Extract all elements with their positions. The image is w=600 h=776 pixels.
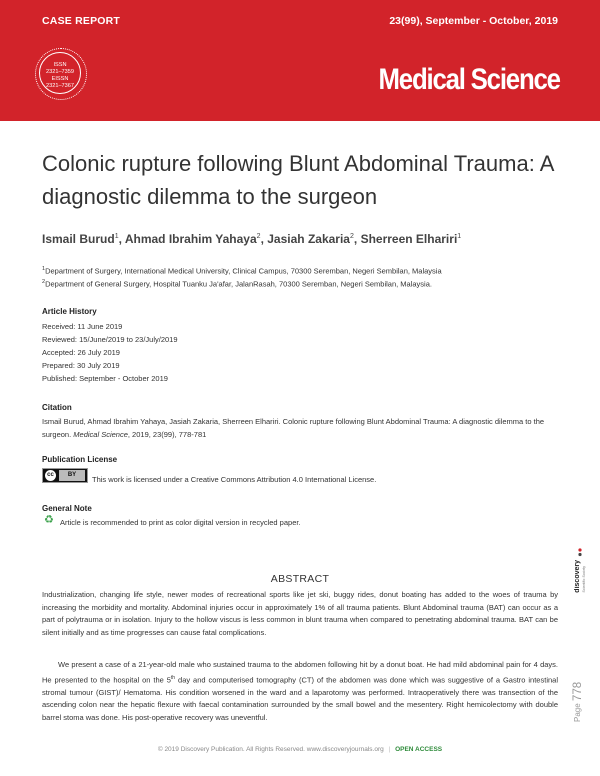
abstract-paragraph-2	[42, 659, 558, 724]
affiliation-1	[42, 266, 442, 276]
history-received: Received: 11 June 2019	[42, 322, 123, 331]
page-number-value: 778	[572, 681, 584, 702]
history-prepared: Prepared: 30 July 2019	[42, 361, 120, 370]
seal-line: 2321–7359	[46, 69, 74, 75]
abstract-text: We present a case of a 21-year-old male who sustained trauma to the abdomen following hit by a donut boat. He had mild abdominal pain for 4 days. He presented to the hospital on the 5	[42, 660, 558, 685]
citation-journal: Medical Science	[73, 429, 128, 439]
abstract-text: day and computerised tomography (CT) of the abdomen was done which was suggestive of a Gastro intestinal stromal tumour (GIST)/ Hematoma. His condition worsened in the ward and a laparotomy was performed. Intraoperatively there was transection of the ascending colon near the hepatic flexure with faecal contamination surrounded by the small bowel and the mesentery. Right hemicolectomy with double barrel stoma was done. His post-operative recovery was uneventful.	[42, 675, 558, 722]
author-name[interactable]: Jasiah Zakaria	[267, 232, 350, 246]
citation-text	[42, 416, 562, 441]
general-note-text: Article is recommended to print as color digital version in recycled paper.	[60, 518, 301, 527]
author-name[interactable]: Ismail Burud	[42, 232, 115, 246]
history-published: Published: September - October 2019	[42, 374, 168, 383]
issue-info: 23(99), September - October, 2019	[389, 15, 558, 27]
cc-by-badge[interactable]	[42, 468, 88, 483]
journal-name: Medical Science	[378, 63, 560, 96]
affiliation-text: Department of Surgery, International Medical University, Clinical Campus, 70300 Seremban, Negeri Sembilan, Malaysia	[45, 266, 442, 276]
citation-details: , 2019, 23(99), 778-781	[127, 429, 207, 439]
page-number	[572, 672, 588, 722]
seal-line: ISSN	[53, 62, 67, 68]
issn-seal-text	[39, 52, 81, 94]
author-name[interactable]: Ahmad Ibrahim Yahaya	[124, 232, 257, 246]
article-history	[42, 320, 178, 385]
seal-line: EISSN	[51, 76, 69, 82]
article-title: Colonic rupture following Blunt Abdominal Trauma: A diagnostic dilemma to the surgeon	[42, 151, 554, 209]
recycle-icon: ♻	[44, 514, 54, 526]
page-label: Page	[573, 703, 582, 722]
affiliation-2	[42, 279, 432, 289]
citation-body: Ismail Burud, Ahmad Ibrahim Yahaya, Jasiah Zakaria, Sherreen Elhariri. Colonic rupture following Blunt Abdominal Trauma: A diagnostic dilemma to the surgeon.	[42, 417, 545, 439]
affiliation-text: Department of General Surgery, Hospital Tuanku Ja'afar, JalanRasah, 70300 Seremban, Negeri Sembilan, Malaysia.	[45, 279, 432, 289]
ordinal-suffix: th	[170, 674, 176, 681]
logo-text: discovery	[574, 560, 581, 593]
affiliation-mark: 1	[114, 233, 119, 240]
article-history-heading: Article History	[42, 307, 97, 316]
general-note-heading: General Note	[42, 504, 92, 513]
abstract-heading: ABSTRACT	[270, 573, 330, 585]
abstract-paragraph-1: Industrialization, changing life style, newer modes of recreational sports like jet ski, buggy rides, donut boating has added to the woes of trauma by increasing the morbidity and mortality. Abdominal injuries occur in approximately 1% of all trauma patients. Blunt Abdominal trauma (BAT) can occur as a part of polytrauma or in isolation. Injury to the hollow viscus is less common in blunt trauma when compared to penetrating abdominal trauma. BAT can be silent initially and as time progresses can cause fatal complications.	[42, 590, 558, 637]
license-heading: Publication License	[42, 455, 118, 464]
history-reviewed: Reviewed: 15/June/2019 to 23/July/2019	[42, 335, 178, 344]
cc-icon: cc	[45, 470, 56, 481]
affiliation-number: 1	[42, 266, 46, 272]
affiliation-number: 2	[42, 279, 46, 285]
history-accepted: Accepted: 26 July 2019	[42, 348, 120, 357]
by-icon: BY	[59, 470, 85, 481]
license-text: This work is licensed under a Creative Commons Attribution 4.0 International License.	[92, 475, 377, 484]
affiliation-mark: 1	[457, 233, 462, 240]
citation-heading: Citation	[42, 403, 72, 412]
logo-subtitle: Scientific Society	[582, 566, 586, 593]
logo-mark-icon	[577, 548, 583, 558]
author-list: Ismail Burud$^1$, Ahmad Ibrahim Yahaya$^2$, Jasiah Zakaria$^2$, Sherreen Elhariri$^1$	[42, 232, 462, 246]
article-type-label: CASE REPORT	[42, 15, 121, 27]
journal-banner	[0, 0, 600, 121]
affiliation-mark: 2	[349, 233, 354, 240]
footer-separator: |	[388, 746, 391, 753]
open-access-label[interactable]: OPEN ACCESS	[395, 746, 443, 753]
page-footer	[0, 746, 600, 753]
affiliation-mark: 2	[256, 233, 261, 240]
author-name[interactable]: Sherreen Elhariri	[360, 232, 458, 246]
seal-line: 2321–7367	[46, 83, 74, 89]
issn-seal	[35, 48, 87, 100]
copyright-text: © 2019 Discovery Publication. All Rights Reserved. www.discoveryjournals.org	[157, 746, 384, 753]
